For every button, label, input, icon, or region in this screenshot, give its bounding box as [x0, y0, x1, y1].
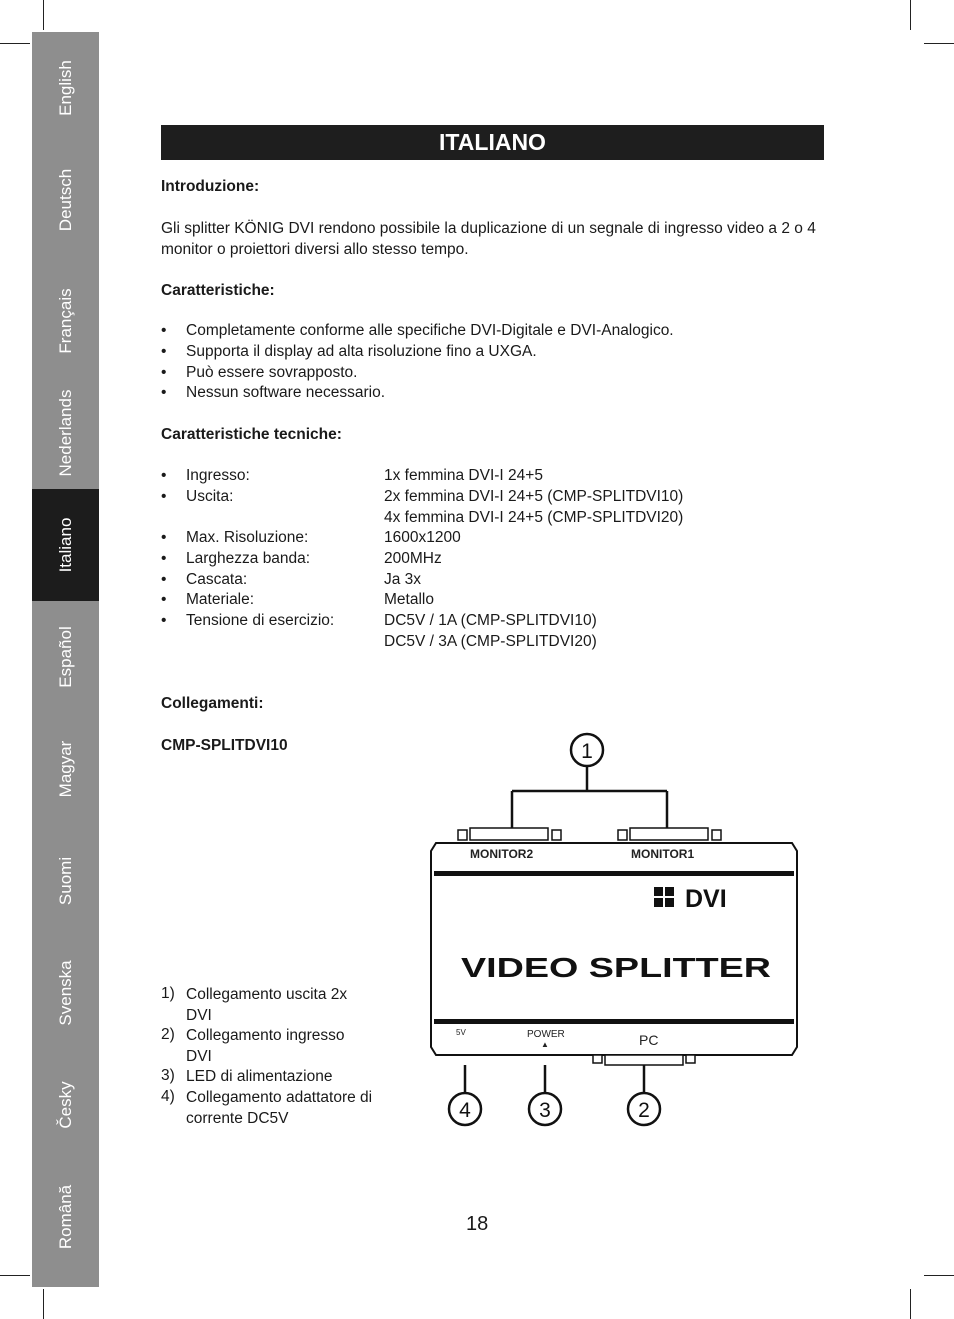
- tab-label: Nederlands: [55, 389, 75, 476]
- crop-mark: [43, 0, 44, 30]
- callout-2: [628, 1093, 660, 1125]
- tab-label: Česky: [55, 1081, 75, 1129]
- tab-nederlands[interactable]: [32, 376, 99, 489]
- svg-text:2: 2: [638, 1099, 650, 1122]
- page-title: ITALIANO: [161, 125, 824, 160]
- monitor2-label: MONITOR2: [470, 847, 534, 861]
- spec-value: 1600x1200: [384, 529, 461, 546]
- bullet: •: [161, 322, 167, 339]
- bullet: •: [161, 571, 167, 588]
- monitor1-label: MONITOR1: [631, 847, 695, 861]
- device-body: [431, 843, 797, 1055]
- spec-label: Ingresso:: [186, 467, 250, 484]
- tab-label: Français: [55, 288, 75, 354]
- crop-mark: [924, 43, 954, 44]
- features-heading: Caratteristiche:: [161, 282, 275, 299]
- tab-label: Română: [55, 1184, 75, 1250]
- feature-item: Può essere sovrapposto.: [186, 364, 358, 381]
- spec-value: 2x femmina DVI-I 24+5 (CMP-SPLITDVI10): [384, 488, 684, 505]
- bullet: •: [161, 364, 167, 381]
- spec-value: Ja 3x: [384, 571, 422, 588]
- model-heading: CMP-SPLITDVI10: [161, 737, 288, 754]
- power-label: POWER: [527, 1029, 565, 1040]
- feature-item: Supporta il display ad alta risoluzione fino a UXGA.: [186, 343, 537, 360]
- bullet: •: [161, 612, 167, 629]
- bullet: •: [161, 467, 167, 484]
- tab-label: Svenska: [55, 960, 75, 1026]
- bullet: •: [161, 529, 167, 546]
- tab-cesky[interactable]: [32, 1049, 99, 1161]
- crop-mark: [924, 1275, 954, 1276]
- spec-label: Materiale:: [186, 591, 255, 608]
- spec-value: DC5V / 1A (CMP-SPLITDVI10): [384, 612, 597, 629]
- connection-item: Collegamento uscita 2x DVI: [186, 986, 348, 1024]
- specs-heading: Caratteristiche tecniche:: [161, 426, 342, 443]
- crop-mark: [0, 43, 30, 44]
- connection-item: Collegamento adattatore di corrente DC5V: [186, 1089, 373, 1127]
- spec-label: Max. Risoluzione:: [186, 529, 309, 546]
- crop-mark: [0, 1275, 30, 1276]
- tab-francais[interactable]: [32, 256, 99, 386]
- spec-label: Cascata:: [186, 571, 248, 588]
- tab-label: Suomi: [55, 856, 75, 906]
- list-number: 3): [161, 1067, 175, 1084]
- spec-value: Metallo: [384, 591, 434, 608]
- tab-label: Italiano: [55, 517, 75, 573]
- crop-mark: [910, 0, 911, 30]
- spec-value: 200MHz: [384, 550, 442, 567]
- spec-label: Uscita:: [186, 488, 234, 505]
- list-number: 2): [161, 1026, 175, 1043]
- bullet: •: [161, 384, 167, 401]
- pc-label: PC: [639, 1032, 659, 1048]
- spec-value: 1x femmina DVI-I 24+5: [384, 467, 543, 484]
- spec-label: Tensione di esercizio:: [186, 612, 335, 629]
- dc-label: 5V: [456, 1028, 466, 1037]
- page-number: 18: [466, 1213, 489, 1235]
- bullet: •: [161, 343, 167, 360]
- tab-deutsch[interactable]: [32, 144, 99, 256]
- callout-3: [529, 1093, 561, 1125]
- crop-mark: [910, 1289, 911, 1319]
- bullet: •: [161, 488, 167, 505]
- svg-text:3: 3: [539, 1099, 551, 1122]
- language-tabs: [32, 32, 99, 1287]
- power-led-icon: ▲: [541, 1040, 549, 1049]
- svg-text:4: 4: [459, 1099, 471, 1122]
- tab-italiano[interactable]: [32, 489, 99, 601]
- bullet: •: [161, 591, 167, 608]
- tab-label: Español: [55, 626, 75, 688]
- feature-item: Completamente conforme alle specifiche DVI-Digitale e DVI-Analogico.: [186, 322, 674, 339]
- tab-svenska[interactable]: [32, 937, 99, 1049]
- tab-label: English: [55, 60, 75, 116]
- callout-4: [449, 1093, 481, 1125]
- crop-mark: [43, 1289, 44, 1319]
- tab-english[interactable]: [32, 32, 99, 144]
- tab-suomi[interactable]: [32, 825, 99, 937]
- bullet: •: [161, 550, 167, 567]
- video-splitter-diagram: [400, 725, 820, 1145]
- feature-item: Nessun software necessario.: [186, 384, 386, 401]
- intro-heading: Introduzione:: [161, 178, 260, 195]
- spec-label: Larghezza banda:: [186, 550, 311, 567]
- spec-value: 4x femmina DVI-I 24+5 (CMP-SPLITDVI20): [384, 509, 684, 526]
- device-name: VIDEO SPLITTER: [461, 952, 771, 983]
- svg-text:DVI: DVI: [685, 885, 727, 913]
- tab-romana[interactable]: [32, 1161, 99, 1273]
- list-number: 4): [161, 1088, 175, 1105]
- connection-item: Collegamento ingresso DVI: [186, 1027, 345, 1065]
- tab-espanol[interactable]: [32, 601, 99, 713]
- spec-value: DC5V / 3A (CMP-SPLITDVI20): [384, 633, 597, 650]
- connection-item: LED di alimentazione: [186, 1068, 333, 1085]
- list-number: 1): [161, 985, 175, 1002]
- connections-heading: Collegamenti:: [161, 695, 264, 712]
- intro-text: Gli splitter KÖNIG DVI rendono possibile la duplicazione di un segnale di ingresso video a 2 o 4 monitor o proiettori diversi allo stesso tempo.: [161, 220, 816, 258]
- tab-label: Magyar: [55, 740, 75, 798]
- svg-text:1: 1: [581, 740, 593, 763]
- tab-magyar[interactable]: [32, 713, 99, 825]
- callout-1: [571, 734, 603, 766]
- tab-label: Deutsch: [55, 168, 75, 232]
